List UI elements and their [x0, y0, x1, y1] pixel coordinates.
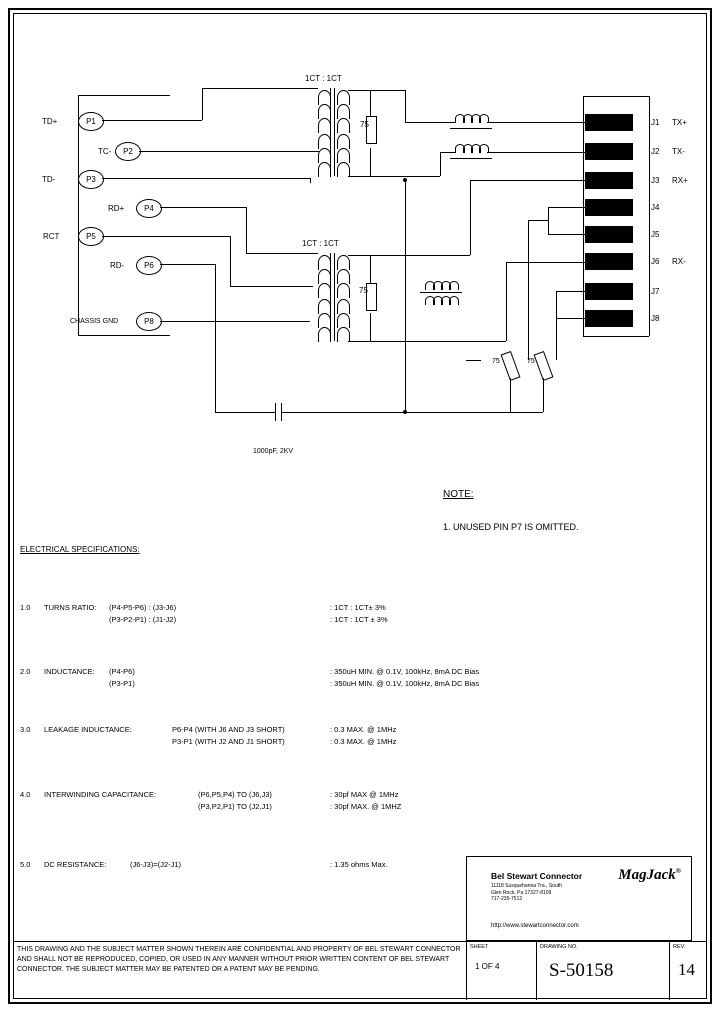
spec-5-num: 5.0	[20, 860, 31, 869]
spec-1-right-2: : 1CT : 1CT ± 3%	[330, 615, 388, 624]
wire-rx-to-j6	[506, 262, 585, 263]
jack-block-j1	[585, 114, 633, 131]
pin-p1: P1	[78, 112, 104, 131]
transformer-1-sec-top	[348, 90, 370, 91]
wire-rx-botv	[506, 262, 507, 341]
pin-p4: P4	[136, 199, 162, 218]
transformer-1-core-b	[334, 88, 335, 176]
wire-j5	[548, 234, 585, 235]
rev-caption: REV.	[673, 944, 686, 950]
pin-p3-label: TD-	[42, 175, 56, 184]
node-dot-2	[403, 178, 407, 182]
wire-choke-tx2-out	[487, 152, 585, 153]
jack-block-j3	[585, 172, 633, 189]
spec-5-left-1: (J6-J3)=(J2-J1)	[130, 860, 182, 869]
address-line-1: 11118 Susquehanna Tra., South	[491, 883, 562, 889]
choke-tx2-core	[450, 158, 492, 159]
pin-p2-label: TC-	[98, 147, 112, 156]
pin-p8-label: CHASSIS GND	[70, 318, 119, 325]
jack-block-j5	[585, 226, 633, 243]
spec-4-left-2: (P3,P2,P1) TO (J2,J1)	[198, 802, 272, 811]
wire-j78-down	[556, 304, 557, 360]
jack-j8-id: J8	[651, 314, 660, 323]
spec-2-num: 2.0	[20, 667, 31, 676]
wire-j45-tap	[528, 220, 548, 221]
transformer-2-sec-topv	[370, 255, 371, 283]
transformer-1-sec-botv	[370, 148, 371, 176]
transformer-2-sec-bot	[348, 341, 370, 342]
pin-p6-label: RD-	[110, 261, 125, 270]
spec-1-name: TURNS RATIO:	[44, 603, 97, 612]
wire-j45-down	[528, 220, 529, 360]
jack-j1-id: J1	[651, 118, 660, 127]
cap-plate-1	[275, 403, 276, 421]
wire-tx-top2	[405, 122, 440, 123]
wire-rx-topv	[470, 180, 471, 255]
choke-tx1-core	[450, 128, 492, 129]
address-line-3: 717-235-7512	[491, 896, 523, 902]
spec-3-name: LEAKAGE INDUCTANCE:	[44, 725, 132, 734]
resistor-75-4-label: 75	[527, 358, 535, 365]
wire-tx-botv	[440, 152, 441, 176]
jack-j6-id: J6	[651, 257, 660, 266]
spec-4-name: INTERWINDING CAPACITANCE:	[44, 790, 157, 799]
wire-term-dash	[466, 360, 481, 361]
jack-j2-signal: TX-	[672, 147, 685, 156]
left-connector-bottom	[78, 335, 170, 336]
choke-rx-core	[420, 292, 462, 293]
spec-3-left-1: P6-P4 (WITH J6 AND J3 SHORT)	[172, 725, 285, 734]
company-address	[491, 883, 562, 903]
jack-block-j6	[585, 253, 633, 270]
resistor-75-2-label: 75	[359, 286, 368, 295]
spec-3-right-1: : 0.3 MAX. @ 1MHz	[330, 725, 397, 734]
sheet-value: 1 OF 4	[475, 962, 500, 971]
jack-j4-id: J4	[651, 203, 660, 212]
pin-p1-label: TD+	[42, 117, 58, 126]
spec-4-right-2: : 30pf MAX. @ 1MHZ	[330, 802, 402, 811]
wire-rx-to-j3	[470, 180, 585, 181]
jack-j6-signal: RX-	[672, 257, 686, 266]
wire-tx-bot	[370, 176, 440, 177]
jack-j7-id: J7	[651, 287, 660, 296]
spec-2-right-2: : 350uH MIN. @ 0.1V, 100kHz, 8mA DC Bias	[330, 679, 480, 688]
transformer-1-ratio: 1CT : 1CT	[305, 74, 342, 83]
wire-choke-tx2-in	[440, 152, 456, 153]
jack-connector-top	[583, 96, 649, 97]
drawing-number-block	[536, 942, 707, 1000]
pin-p5: P5	[78, 227, 104, 246]
wire-term1-down	[510, 378, 511, 412]
jack-j3-signal: RX+	[672, 176, 688, 185]
left-connector-body	[78, 95, 79, 335]
wire-p5-h	[102, 236, 230, 237]
wire-j7	[556, 291, 585, 292]
wire-ground-bus-v	[405, 180, 406, 412]
electrical-specifications	[20, 545, 690, 869]
magjack-logo	[618, 867, 681, 884]
wire-p6-v	[215, 264, 216, 321]
jack-j3-id: J3	[651, 176, 660, 185]
jack-block-j2	[585, 143, 633, 160]
wire-p1-v	[202, 88, 203, 120]
pin-p6: P6	[136, 256, 162, 275]
resistor-75-3-label: 75	[492, 358, 500, 365]
wire-ground-bus	[405, 412, 543, 413]
wire-rx-bot	[370, 341, 506, 342]
jack-connector-body	[583, 96, 584, 336]
transformer-1-sec-topv	[370, 90, 371, 116]
wire-tx-topv	[405, 90, 406, 122]
pin-p5-label: RCT	[43, 232, 60, 241]
wire-p8-to-cap	[215, 412, 261, 413]
rev-value: 14	[678, 960, 695, 979]
jack-j1-signal: TX+	[672, 118, 687, 127]
transformer-1-ct-wire	[313, 151, 319, 152]
wire-p8-v	[215, 321, 216, 412]
logo-registered-mark: ®	[675, 867, 681, 875]
note-title: NOTE:	[443, 489, 474, 500]
drawing-caption: DRAWING NO.	[540, 944, 578, 950]
spec-2-left-1: (P4-P6)	[109, 667, 135, 676]
sheet-caption: SHEET	[470, 944, 489, 950]
sheet-border-inner	[13, 13, 707, 999]
spec-1-num: 1.0	[20, 603, 31, 612]
wire-p6-h	[160, 264, 215, 265]
transformer-2-ratio: 1CT : 1CT	[302, 239, 339, 248]
spec-2-name: INDUCTANCE:	[44, 667, 95, 676]
jack-block-j7	[585, 283, 633, 300]
wire-p4-h	[160, 207, 246, 208]
pin-p3: P3	[78, 170, 104, 189]
wire-p5-v	[230, 236, 231, 286]
logo-text: MagJack	[618, 867, 676, 883]
transformer-2-core-b	[334, 253, 335, 341]
wire-j8	[556, 318, 585, 319]
spec-4-num: 4.0	[20, 790, 31, 799]
spec-2-left-2: (P3-P1)	[109, 679, 135, 688]
wire-choke-tx1-out	[487, 122, 585, 123]
sheet-block	[466, 942, 536, 1000]
spec-1-right-1: : 1CT : 1CT± 3%	[330, 603, 386, 612]
spec-4-left-1: (P6,P5,P4) TO (J6,J3)	[198, 790, 272, 799]
wire-p1-top	[202, 88, 318, 89]
jack-connector-bottom	[583, 336, 649, 337]
spec-1-left-2: (P3-P2-P1) : (J1-J2)	[109, 615, 177, 624]
wire-cap-left	[261, 412, 275, 413]
transformer-2-sec-top	[348, 255, 370, 256]
spec-2-right-1: : 350uH MIN. @ 0.1V, 100kHz, 8mA DC Bias	[330, 667, 480, 676]
spec-5-right-1: : 1.35 ohms Max.	[330, 860, 388, 869]
pin-p4-label: RD+	[108, 204, 125, 213]
wire-j4-j5-link	[548, 207, 549, 234]
specs-title: ELECTRICAL SPECIFICATIONS:	[20, 545, 140, 554]
jack-connector-right	[649, 96, 650, 336]
resistor-75-1-label: 75	[360, 120, 369, 129]
wire-term2-down	[543, 378, 544, 412]
wire-p6-h2	[215, 321, 310, 322]
spec-1-left-1: (P4-P5-P6) : (J3-J6)	[109, 603, 177, 612]
spec-5-name: DC RESISTANCE:	[44, 860, 107, 869]
company-url[interactable]: http://www.stewartconnector.com	[491, 923, 579, 929]
address-line-2: Glen Rock, Pa 17327-8109	[491, 889, 552, 896]
wire-rx-top	[370, 255, 470, 256]
jack-j2-id: J2	[651, 147, 660, 156]
drawing-number: S-50158	[549, 960, 614, 981]
title-block	[466, 856, 692, 941]
wire-p8-h	[160, 321, 215, 322]
legal-notice: THIS DRAWING AND THE SUBJECT MATTER SHOWN THEREIN ARE CONFIDENTIAL AND PROPERTY OF BEL STEWART CONNECTOR AND SHALL NOT BE REPRODUCED, COPIED, OR USED IN ANY MANNER WITHOUT PRIOR WRITTEN CONTENT OF BEL STEWART CONNECTOR. THE SUBJECT MATTER MAY BE PATENTED OR A PATENT MAY BE PENDING.	[17, 946, 461, 973]
spec-4-right-1: : 30pf MAX @ 1MHz	[330, 790, 399, 799]
left-connector-top	[78, 95, 170, 96]
jack-block-j8	[585, 310, 633, 327]
wire-cap-right	[281, 412, 405, 413]
company-name: Bel Stewart Connector	[491, 871, 583, 881]
wire-p3-v	[310, 178, 311, 183]
pin-p8: P8	[136, 312, 162, 331]
wire-p4-h2	[246, 253, 318, 254]
revision-block	[669, 942, 707, 1000]
wire-p4-v	[246, 207, 247, 253]
wire-tx-top	[370, 90, 405, 91]
transformer-2-sec-botv	[370, 313, 371, 341]
bottom-bar	[13, 941, 707, 999]
spec-3-right-2: : 0.3 MAX. @ 1MHz	[330, 737, 397, 746]
capacitor-label: 1000pF, 2KV	[253, 448, 294, 455]
spec-3-num: 3.0	[20, 725, 31, 734]
wire-p5-h2	[230, 286, 313, 287]
wire-j4	[548, 207, 585, 208]
jack-j5-id: J5	[651, 230, 660, 239]
pin-p2: P2	[115, 142, 141, 161]
transformer-1-sec-bot	[348, 176, 370, 177]
wire-p1-h	[102, 120, 202, 121]
jack-block-j4	[585, 199, 633, 216]
wire-choke-tx1-in	[440, 122, 456, 123]
note-line-1: 1. UNUSED PIN P7 IS OMITTED.	[443, 522, 579, 532]
wire-p3-h	[102, 178, 310, 179]
spec-3-left-2: P3-P1 (WITH J2 AND J1 SHORT)	[172, 737, 285, 746]
wire-p2-h	[139, 151, 313, 152]
